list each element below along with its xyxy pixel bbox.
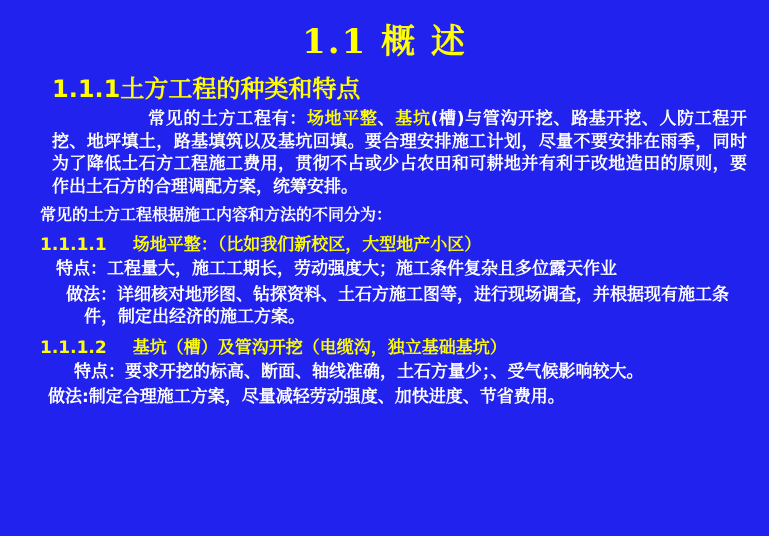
slide-subtitle: 1.1.1土方工程的种类和特点 (52, 75, 361, 103)
paragraph-intro (52, 108, 747, 198)
section-text-1: 场地平整：（比如我们新校区，大型地产小区） (132, 235, 482, 256)
section1-point-2: 做法：详细核对地形图、钻探资料、土石方施工图等，进行现场调查，并根据现有施工条件，制定出经济的施工方案。 (66, 284, 729, 327)
section2-point-2: 做法:制定合理施工方案，尽量减轻劳动强度、加快进度、节省费用。 (48, 386, 565, 407)
paragraph-intro-tail: (槽)与管沟开挖、路基开挖、人防工程开挖、地坪填土，路基填筑以及基坑回填。要合理安排施工计划，尽量不要安排在雨季，同时为了降低土石方工程施工费用，贯彻不占或少占农田和可耕地并有利于改地造田的原则，要作出土石方的合理调配方案，统筹安排。 (52, 109, 748, 197)
paragraph-classification-lead: 常见的土方工程根据施工内容和方法的不同分为： (40, 205, 393, 225)
slide (0, 14, 769, 536)
highlight-site-leveling: 场地平整 (306, 109, 378, 129)
slide-title: 1.1 概 述 (302, 22, 467, 62)
section-heading-2 (40, 333, 747, 358)
highlight-foundation-pit: 基坑 (395, 109, 431, 129)
section-number-2: 1.1.1.2 (40, 337, 107, 358)
section-heading-1 (40, 230, 747, 255)
section2-point-1: 特点：要求开挖的标高、断面、轴线准确，土石方量少；、受气候影响较大。 (74, 361, 644, 382)
paragraph-separator: 、 (377, 109, 396, 129)
paragraph-intro-lead: 常见的土方工程有： (148, 109, 307, 129)
section-number-1: 1.1.1.1 (40, 235, 107, 256)
section1-point-1: 特点：工程量大，施工工期长，劳动强度大；施工条件复杂且多位露天作业 (56, 259, 617, 280)
section-text-2: 基坑（槽）及管沟开挖（电缆沟，独立基础基坑） (132, 337, 507, 358)
